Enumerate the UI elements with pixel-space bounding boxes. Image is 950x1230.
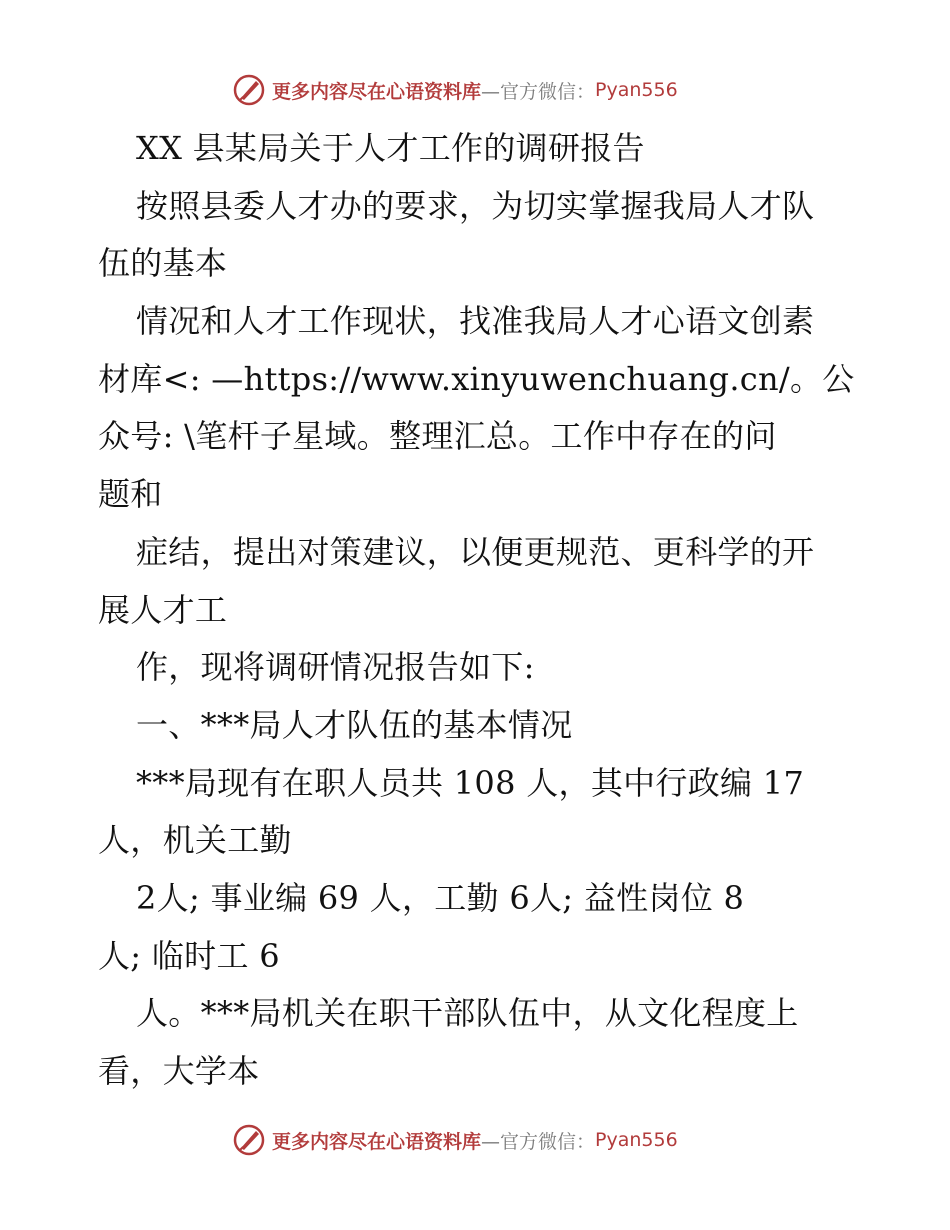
watermark-separator: —官方微信： bbox=[481, 80, 596, 103]
text-line: 人; 临时工 6 bbox=[98, 936, 280, 975]
text-line: 众号: \笔杆子星域。整理汇总。工作中存在的问 bbox=[98, 417, 777, 456]
section-heading: 一、***局人才队伍的基本情况 bbox=[136, 705, 573, 744]
footer-watermark bbox=[232, 1122, 678, 1158]
text-line: 伍的基本 bbox=[98, 244, 228, 283]
header-watermark bbox=[232, 72, 678, 108]
document-body bbox=[98, 120, 858, 1101]
text-line: 人。***局机关在职干部队伍中，从文化程度上 bbox=[136, 994, 799, 1033]
watermark-main-text: 更多内容尽在心语资料库 bbox=[272, 80, 482, 103]
watermark-separator: —官方微信： bbox=[481, 1130, 596, 1153]
text-line: 材库<: —https://www.xinyuwenchuang.cn/。公 bbox=[98, 359, 855, 398]
text-line: 情况和人才工作现状，找准我局人才心语文创素 bbox=[136, 302, 815, 341]
text-line: 症结，提出对策建议，以便更规范、更科学的开 bbox=[136, 532, 815, 571]
text-line: 2人; 事业编 69 人，工勤 6人; 益性岗位 8 bbox=[136, 878, 745, 917]
text-line: 人，机关工勤 bbox=[98, 821, 292, 860]
quill-logo-icon bbox=[232, 1123, 266, 1157]
text-line: 作，现将调研情况报告如下: bbox=[136, 648, 535, 687]
text-line: ***局现有在职人员共 108 人，其中行政编 17 bbox=[136, 763, 805, 802]
watermark-main-text: 更多内容尽在心语资料库 bbox=[272, 1130, 482, 1153]
quill-logo-icon bbox=[232, 73, 266, 107]
watermark-handle: Pyan556 bbox=[595, 1129, 678, 1151]
document-title: XX 县某局关于人才工作的调研报告 bbox=[136, 129, 645, 167]
watermark-handle: Pyan556 bbox=[595, 79, 678, 101]
text-line: 看，大学本 bbox=[98, 1052, 260, 1090]
text-line: 展人才工 bbox=[98, 590, 228, 629]
text-line: 按照县委人才办的要求，为切实掌握我局人才队 bbox=[136, 186, 815, 225]
text-line: 题和 bbox=[98, 475, 163, 514]
